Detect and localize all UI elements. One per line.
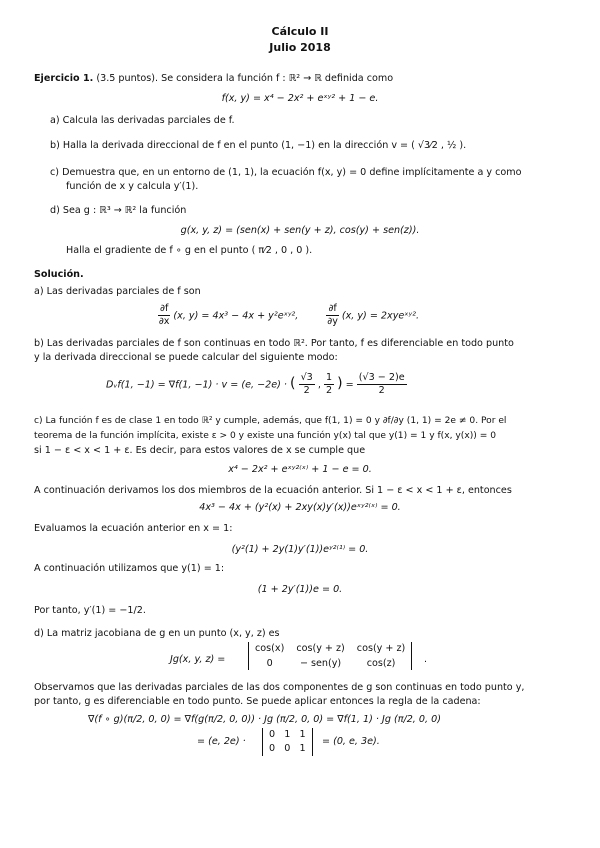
dfdx-numerator: ∂f [160,303,169,314]
solution-c-equation1: x⁴ − 2x² + eˣʸ²⁽ˣ⁾ + 1 − e = 0. [228,464,372,475]
dfdy-expression: (x, y) = 2xyeˣʸ². [341,310,420,322]
vector-close-paren: ) [337,375,343,392]
gradient-matrix-row1: 0 1 1 [269,729,306,740]
jacobian-period: . [424,654,428,665]
solution-b-line1: b) Las derivadas parciales de f son continuas en todo ℝ². Por tanto, f es diferenciable en todo punto [34,338,514,349]
dfdx-fraction [158,303,170,328]
jacobian-r2c1: 0 [266,658,273,669]
jacobian-r1c3: cos(y + z) [356,643,406,654]
exercise-label: Ejercicio 1. [34,73,94,84]
exercise-intro: (3.5 puntos). Se considera la función f : ℝ² → ℝ definida como [96,73,394,84]
part-c-line1: c) Demuestra que, en un entorno de (1, 1), la ecuación f(x, y) = 0 define implícitamente a y como [50,167,522,178]
part-a: a) Calcula las derivadas parciales de f. [50,115,235,126]
jacobian-r2c2: − sen(y) [299,658,342,669]
solution-d-line3: por tanto, g es diferenciable en todo punto. Se puede aplicar entonces la regla de la cadena: [34,696,481,707]
solution-a-equation [158,303,419,328]
solution-c-line2: teorema de la función implícita, existe ε > 0 y existe una función y(x) tal que y(1) = 1 y f(x, y(x)) = 0 [34,431,496,441]
jacobian-label: Jg(x, y, z) = [170,654,226,665]
vector-component-2-den: 2 [325,385,333,396]
vector-component-2-num: 1 [325,372,333,383]
chain-rule-equation2-left: = (e, 2e) · [197,736,246,747]
result-denominator: 2 [378,385,385,396]
result-numerator: (√3 − 2)e [358,372,405,383]
solution-heading: Solución. [34,269,84,280]
directional-derivative-result [357,372,407,397]
solution-c-line6: A continuación utilizamos que y(1) = 1: [34,563,225,574]
solution-c-line1: c) La función f es de clase 1 en todo ℝ² y cumple, además, que f(1, 1) = 0 y ∂f/∂y (1, 1) = 2e ≠ 0. Por el [34,416,507,426]
solution-c-line5: Evaluamos la ecuación anterior en x = 1: [34,523,233,534]
dfdy-numerator: ∂f [328,303,337,314]
solution-a-heading: a) Las derivadas parciales de f son [34,286,201,297]
vector-open-paren: ( [290,375,296,392]
vector-component-1-num: √3 [300,372,313,383]
dfdx-expression: (x, y) = 4x³ − 4x + y²eˣʸ², [173,310,299,322]
document-title: Cálculo II [271,25,329,38]
jacobian-matrix [248,642,412,670]
equals-sign: = [345,379,354,391]
solution-b-line2: y la derivada direccional se puede calcular del siguiente modo: [34,352,338,363]
chain-rule-equation1: ∇(f ∘ g)(π/2, 0, 0) = ∇f(g(π/2, 0, 0)) · Jg (π/2, 0, 0) = ∇f(1, 1) · Jg (π/2, 0, 0) [88,714,441,725]
solution-d-line2: Observamos que las derivadas parciales de las dos componentes de g son continuas en todo punto y, [34,682,525,693]
gradient-matrix-row2: 0 0 1 [269,743,306,754]
vector-comma: , [317,379,321,391]
gradient-matrix [262,728,313,756]
jacobian-r1c1: cos(x) [255,643,285,654]
jacobian-r1c2: cos(y + z) [296,643,345,654]
document-date: Julio 2018 [269,41,331,54]
chain-rule-result: = (0, e, 3e). [322,736,380,747]
solution-c-equation2: 4x³ − 4x + (y²(x) + 2xy(x)y′(x))eˣʸ²⁽ˣ⁾ = 0. [199,502,401,513]
exercise-statement [34,73,393,85]
dfdx-denominator: ∂x [158,316,170,327]
solution-c-line3: si 1 − ε < x < 1 + ε. Es decir, para estos valores de x se cumple que [34,445,366,456]
vector-component-1 [299,372,315,397]
jacobian-r2c3: cos(z) [366,658,396,669]
solution-c-conclusion: Por tanto, y′(1) = −1/2. [34,605,146,616]
dfdy-denominator: ∂y [327,316,338,327]
solution-d-line1: d) La matriz jacobiana de g en un punto (x, y, z) es [34,628,280,639]
solution-c-equation4: (1 + 2y′(1))e = 0. [257,584,343,595]
part-c-line2: función de x y calcula y′(1). [66,181,199,192]
part-d-line1: d) Sea g : ℝ³ → ℝ² la función [50,205,187,216]
solution-b-equation [106,372,407,397]
vector-component-2 [324,372,334,397]
solution-c-equation3: (y²(1) + 2y(1)y′(1))eʸ²⁽¹⁾ = 0. [231,544,369,555]
exercise-function: f(x, y) = x⁴ − 2x² + eˣʸ² + 1 − e. [221,93,379,104]
solution-c-line4: A continuación derivamos los dos miembros de la ecuación anterior. Si 1 − ε < x < 1 + ε, entonces [34,485,512,496]
vector-component-1-den: 2 [303,385,310,396]
directional-derivative-left: Dᵥf(1, −1) = ∇f(1, −1) · v = (e, −2e) · [106,379,287,391]
part-b: b) Halla la derivada direccional de f en el punto (1, −1) en la dirección v = ( √3⁄2 , ½ ). [50,140,467,151]
dfdy-fraction [326,303,338,328]
part-d-line2: Halla el gradiente de f ∘ g en el punto ( π⁄2 , 0 , 0 ). [66,245,313,256]
part-d-function: g(x, y, z) = (sen(x) + sen(y + z), cos(y) + sen(z)). [180,225,420,236]
